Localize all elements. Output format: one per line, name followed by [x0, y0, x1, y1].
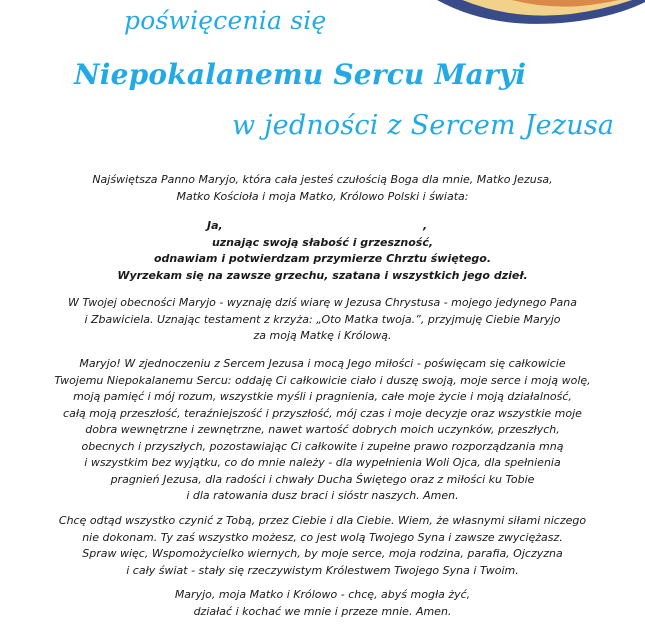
text-line: obecnych i przyszłych, pozostawiając Ci całkowite i zupełne prawo rozporządzania mną [81, 439, 564, 453]
title-line-2: Niepokalanemu Sercu Maryi [74, 58, 527, 91]
text-line: całą moją przeszłość, teraźniejszość i przyszłość, mój czas i moje decyzje oraz wszystkie moje [63, 406, 582, 420]
title-line-1: poświęcenia się [124, 6, 327, 35]
text-line: Spraw więc, Wspomożycielko wiernych, by moje serce, moja rodzina, parafia, Ojczyzna [82, 547, 563, 560]
text-line: i wszystkim bez wyjątku, co do mnie należy - dla wypełnienia Woli Ojca, dla spełnienia [84, 456, 561, 469]
name-comma: , [423, 219, 428, 232]
text-line: Chcę odtąd wszystko czynić z Tobą, przez Ciebie i dla Ciebie. Wiem, że własnymi siłami niczego [58, 514, 587, 527]
text-line: i dla ratowania dusz braci i sióstr naszych. Amen. [186, 489, 459, 502]
text-line: dobra wewnętrzne i zewnętrzne, nawet wartość dobrych moich uczynków, przeszłych, [85, 423, 560, 436]
intro-paragraph [0, 172, 645, 205]
faith-paragraph [0, 295, 645, 345]
text-line: Wyrzekam się na zawsze grzechu, szatana i wszystkich jego dzieł. [117, 268, 528, 282]
closing-paragraph [0, 587, 645, 620]
text-line: odnawiam i potwierdzam przymierze Chrztu świętego. [153, 252, 492, 265]
desire-paragraph [0, 513, 645, 579]
ja-label: Ja, [207, 219, 223, 232]
text-line: Maryjo, moja Matko i Królowo - chcę, abyś mogła żyć, [174, 588, 471, 601]
text-line: działać i kochać we mnie i przeze mnie. Amen. [193, 604, 452, 618]
text-line: moją pamięć i mój rozum, wszystkie myśli i pragnienia, całe moje życie i moją działalność, [73, 390, 572, 403]
title-line-3: w jedności z Sercem Jezusa [232, 110, 615, 141]
consecration-paragraph [0, 356, 645, 505]
text-line: nie dokonam. Ty zaś wszystko możesz, co jest wolą Twojego Syna i zawsze zwyciężasz. [82, 530, 563, 544]
decorative-corner-artwork [421, 0, 645, 32]
text-line: za moją Matkę i Królową. [253, 329, 392, 342]
name-line [0, 218, 645, 235]
text-line: pragnień Jezusa, dla radości i chwały Ducha Świętego oraz z miłości ku Tobie [110, 472, 535, 486]
text-line: W Twojej obecności Maryjo - wyznaję dziś wiarę w Jezusa Chrystusa - mojego jedynego Pana [68, 296, 577, 309]
text-line: Maryjo! W zjednoczeniu z Sercem Jezusa i mocą Jego miłości - poświęcam się całkowicie [79, 357, 566, 370]
text-line: uznając swoją słabość i grzeszność, [211, 235, 434, 249]
text-line: Twojemu Niepokalanemu Sercu: oddaję Ci całkowicie ciało i duszę swoją, moje serce i moją wolę, [54, 373, 591, 387]
text-line: Najświętsza Panno Maryjo, która cała jesteś czułością Boga dla mnie, Matko Jezusa, [92, 173, 553, 186]
text-line: i Zbawiciela. Uznając testament z krzyża: „Oto Matka twoja.”, przyjmuję Ciebie Maryjo [84, 312, 561, 326]
vow-paragraph [0, 218, 645, 284]
text-line: Matko Kościoła i moja Matko, Królowo Polski i świata: [176, 189, 469, 203]
text-line: i cały świat - stały się rzeczywistym Królestwem Twojego Syna i Twoim. [126, 563, 519, 577]
